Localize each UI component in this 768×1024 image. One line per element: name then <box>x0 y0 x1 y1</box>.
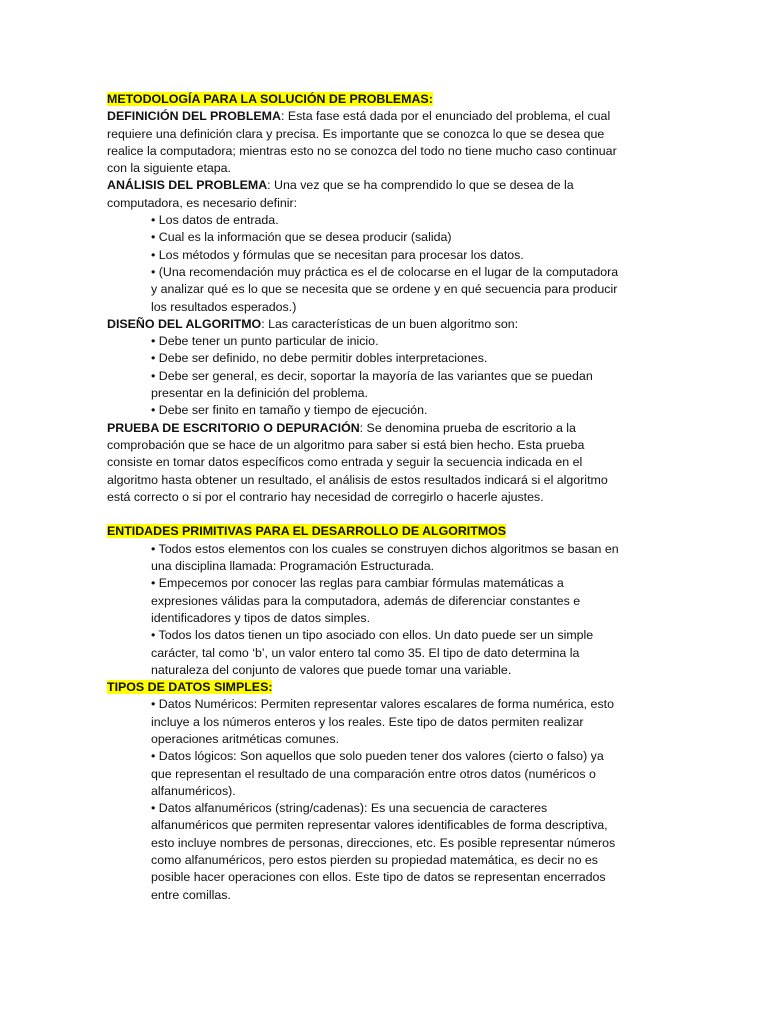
analisis-text: : Una vez que se ha comprendido lo que se desea de la <box>267 178 574 193</box>
analisis-bullet-1: • Los datos de entrada. <box>151 213 279 228</box>
analisis-bullet-4-cont-2: los resultados esperados.) <box>151 299 297 314</box>
entidades-bullet-2: • Empecemos por conocer las reglas para cambiar fórmulas matemáticas a <box>151 576 564 591</box>
diseno-bullet-3-cont: presentar en la definición del problema. <box>151 386 368 401</box>
tipos-bullet-2-cont-2: alfanuméricos). <box>151 783 236 798</box>
definicion-line-3: realice la computadora; mientras esto no se conozca del todo no tiene mucho caso continuar <box>107 143 617 158</box>
diseno-bullet-1: • Debe tener un punto particular de inicio. <box>151 334 379 349</box>
analisis-bullet-4-cont-1: y analizar qué es lo que se necesita que se ordene y en qué secuencia para producir <box>151 282 618 297</box>
diseno-bullet-3: • Debe ser general, es decir, soportar la mayoría de las variantes que se puedan <box>151 368 593 383</box>
tipos-bullet-3-cont-4: posible hacer operaciones con ellos. Este tipo de datos se representan encerrados <box>151 870 606 885</box>
analisis-bullet-2: • Cual es la información que se desea producir (salida) <box>151 230 452 245</box>
tipos-bullet-3-cont-5: entre comillas. <box>151 887 231 902</box>
entidades-bullet-3-cont-1: carácter, tal como ‘b’, un valor entero tal como 35. El tipo de dato determina la <box>151 645 580 660</box>
analisis-line-1 <box>107 177 667 194</box>
tipos-bullet-3-cont-1: alfanuméricos que permiten representar valores identificables de forma descriptiva, <box>151 818 608 833</box>
section-heading-tipos <box>107 679 667 696</box>
heading-metodologia-text: METODOLOGÍA PARA LA SOLUCIÓN DE PROBLEMAS: <box>107 92 433 106</box>
diseno-text: : Las características de un buen algoritmo son: <box>261 316 519 331</box>
prueba-line-1 <box>107 420 667 437</box>
entidades-bullet-3-cont-2: naturaleza del conjunto de valores que puede tomar una variable. <box>151 662 512 677</box>
heading-entidades-text: ENTIDADES PRIMITIVAS PARA EL DESARROLLO DE ALGORITMOS <box>107 524 507 539</box>
diseno-line-1 <box>107 316 667 333</box>
heading-tipos-text: TIPOS DE DATOS SIMPLES: <box>107 680 273 695</box>
section-heading-entidades <box>107 523 667 540</box>
prueba-title: PRUEBA DE ESCRITORIO O DEPURACIÓN <box>107 420 360 435</box>
prueba-line-4: algoritmo hasta obtener un resultado, el análisis de estos resultados indicará si el algoritmo <box>107 472 608 487</box>
diseno-bullet-2: • Debe ser definido, no debe permitir dobles interpretaciones. <box>151 351 488 366</box>
tipos-bullet-3: • Datos alfanuméricos (string/cadenas): Es una secuencia de caracteres <box>151 801 548 816</box>
diseno-title: DISEÑO DEL ALGORITMO <box>107 316 262 331</box>
analisis-title: ANÁLISIS DEL PROBLEMA <box>107 178 268 193</box>
diseno-bullet-4: • Debe ser finito en tamaño y tiempo de ejecución. <box>151 403 428 418</box>
definicion-line-2: requiere una definición clara y precisa. Es importante que se conozca lo que se desea que <box>107 126 605 141</box>
entidades-bullet-2-cont-2: identificadores y tipos de datos simples. <box>151 610 371 625</box>
prueba-line-5: está correcto o si por el contrario hay necesidad de corregirlo o hacerle ajustes. <box>107 489 544 504</box>
blank-line <box>107 506 667 523</box>
definicion-line-1 <box>107 108 667 125</box>
prueba-text: : Se denomina prueba de escritorio a la <box>359 420 576 435</box>
entidades-bullet-2-cont-1: expresiones válidas para la computadora, además de diferenciar constantes e <box>151 593 581 608</box>
entidades-bullet-1: • Todos estos elementos con los cuales se construyen dichos algoritmos se basan en <box>151 541 619 556</box>
analisis-bullet-4: • (Una recomendación muy práctica es el de colocarse en el lugar de la computadora <box>151 264 619 279</box>
prueba-line-2: comprobación que se hace de un algoritmo para saber si está bien hecho. Esta prueba <box>107 437 585 452</box>
analisis-bullet-3: • Los métodos y fórmulas que se necesitan para procesar los datos. <box>151 247 524 262</box>
document-page <box>107 91 667 904</box>
tipos-bullet-2-cont-1: que representan el resultado de una comparación entre otros datos (numéricos o <box>151 766 596 781</box>
tipos-bullet-3-cont-3: como alfanuméricos, pero estos pierden su propiedad matemática, es decir no es <box>151 853 598 868</box>
section-heading-metodologia <box>107 91 667 108</box>
tipos-bullet-1: • Datos Numéricos: Permiten representar valores escalares de forma numérica, esto <box>151 697 614 712</box>
analisis-line-2: computadora, es necesario definir: <box>107 195 298 210</box>
entidades-bullet-1-cont: una disciplina llamada: Programación Estructurada. <box>151 559 435 574</box>
prueba-line-3: consiste en tomar datos específicos como entrada y seguir la secuencia indicada en el <box>107 455 583 470</box>
tipos-bullet-2: • Datos lógicos: Son aquellos que solo pueden tener dos valores (cierto o falso) ya <box>151 749 604 764</box>
definicion-line-4: con la siguiente etapa. <box>107 161 231 176</box>
tipos-bullet-1-cont-1: incluye a los números enteros y los reales. Este tipo de datos permiten realizar <box>151 714 584 729</box>
definicion-text: : Esta fase está dada por el enunciado del problema, el cual <box>280 109 611 124</box>
tipos-bullet-1-cont-2: operaciones aritméticas comunes. <box>151 731 340 746</box>
definicion-title: DEFINICIÓN DEL PROBLEMA <box>107 109 281 124</box>
entidades-bullet-3: • Todos los datos tienen un tipo asociado con ellos. Un dato puede ser un simple <box>151 628 594 643</box>
tipos-bullet-3-cont-2: esto incluye nombres de personas, direcciones, etc. Es posible representar números <box>151 835 616 850</box>
